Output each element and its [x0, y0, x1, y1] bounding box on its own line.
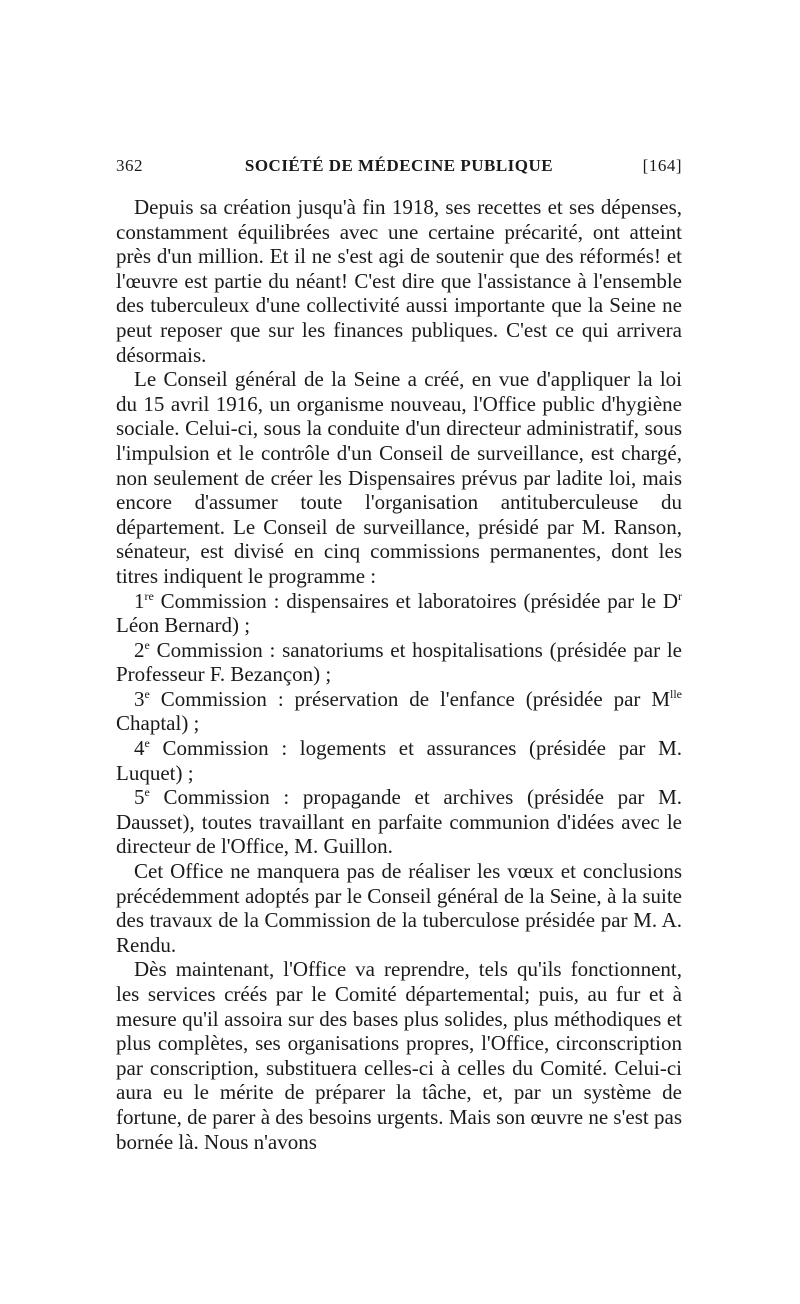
body-text — [116, 195, 682, 1154]
bracket-reference: [164] — [642, 156, 682, 175]
commission-item: 5e Commission : propagande et archives (présidée par M. Dausset), toutes travaillant en parfaite communion d'idées avec le directeur de l'Office, M. Guillon. — [116, 785, 682, 859]
commission-item: 2e Commission : sanatoriums et hospitalisations (présidée par le Professeur F. Bezançon) ; — [116, 637, 682, 687]
commission-item: 1re Commission : dispensaires et laboratoires (présidée par le $D^r$ Léon Bernard) ; — [116, 588, 682, 638]
running-head — [116, 156, 682, 180]
paragraph: Cet Office ne manquera pas de réaliser les vœux et conclusions précédemment adoptés par le Conseil général de la Seine, à la suite des travaux de la Commission de la tuberculose présidée par M. A. Rendu. — [116, 859, 682, 957]
paragraph: Dès maintenant, l'Office va reprendre, tels qu'ils fonctionnent, les services créés par le Comité départemental; puis, au fur et à mesure qu'il assoira sur des bases plus solides, plus méthodiques et plus complètes, ses organisations propres, l'Office, circonscription par conscription, substituera celles-ci à celles du Comité. Celui-ci aura eu le mérite de préparer la tâche, et, par un système de fortune, de parer à des besoins urgents. Mais son œuvre ne s'est pas bornée là. Nous n'avons — [116, 957, 682, 1154]
paragraph: Le Conseil général de la Seine a créé, en vue d'appliquer la loi du 15 avril 1916, un organisme nouveau, l'Office public d'hygiène sociale. Celui-ci, sous la conduite d'un directeur administratif, sous l'impulsion et le contrôle d'un Conseil de surveillance, est chargé, non seulement de créer les Dispensaires prévus par ladite loi, mais encore d'assumer toute l'organisation antituberculeuse du département. Le Conseil de surveillance, présidé par M. Ranson, sénateur, est divisé en cinq commissions permanentes, dont les titres indiquent le programme : — [116, 367, 682, 588]
commission-item: 3e Commission : préservation de l'enfance (présidée par $M^{lle}$ Chaptal) ; — [116, 686, 682, 736]
page-number: 362 — [116, 156, 143, 175]
paragraph: Depuis sa création jusqu'à fin 1918, ses recettes et ses dépenses, constamment équilibrées avec une certaine précarité, ont atteint près d'un million. Et il ne s'est agi de soutenir que des réformés! et l'œuvre est partie du néant! C'est dire que l'assistance à l'ensemble des tuberculeux d'une collectivité aussi importante que la Seine ne peut reposer que sur les finances publiques. C'est ce qui arrivera désormais. — [116, 195, 682, 367]
commission-item: 4e Commission : logements et assurances (présidée par M. Luquet) ; — [116, 736, 682, 785]
running-title: SOCIÉTÉ DE MÉDECINE PUBLIQUE — [244, 156, 554, 175]
